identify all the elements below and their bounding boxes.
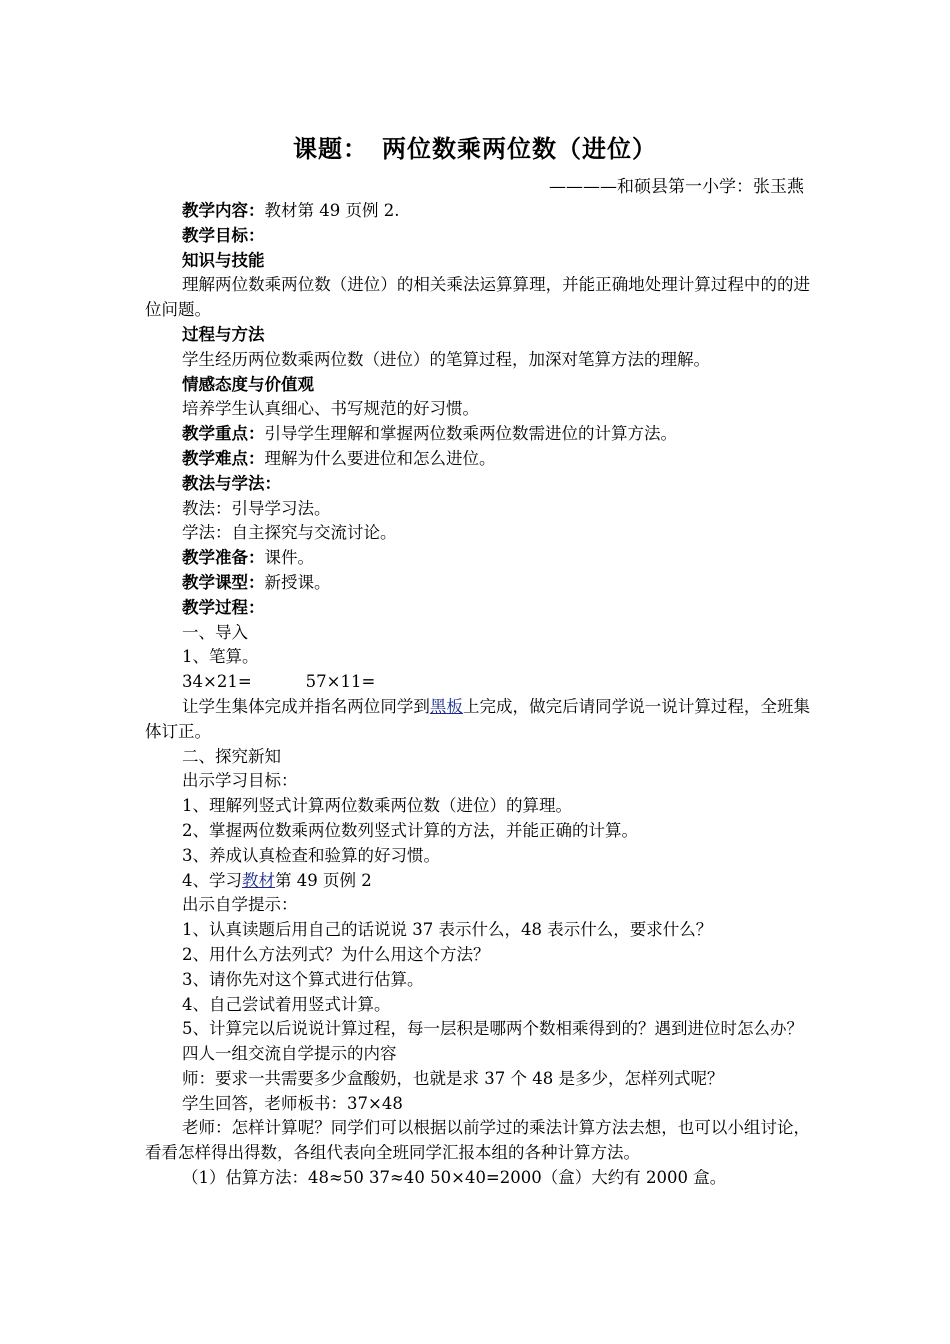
hint-5: 5、计算完以后说说计算过程，每一层积是哪两个数相乘得到的？遇到进位时怎么办？ xyxy=(182,1019,803,1039)
teaching-goals-label: 教学目标： xyxy=(182,225,265,245)
blackboard-link[interactable]: 黑板 xyxy=(429,696,463,716)
teaching-content-text: 教材第 49 页例 2. xyxy=(264,201,400,220)
lesson-type-label: 教学课型： xyxy=(182,572,265,592)
hint-1: 1、认真读题后用自己的话说说 37 表示什么，48 表示什么，要求什么？ xyxy=(182,920,713,940)
goal-3: 3、养成认真检查和验算的好习惯。 xyxy=(182,845,440,865)
emotion-heading: 情感态度与价值观 xyxy=(182,374,314,394)
key-point xyxy=(145,422,810,447)
key-point-label: 教学重点： xyxy=(182,424,265,444)
goal-1: 1、理解列竖式计算两位数乘两位数（进位）的算理。 xyxy=(182,796,572,816)
lesson-type-text: 新授课。 xyxy=(264,572,331,592)
calc-1: 34×21= xyxy=(182,672,252,692)
board-text-after: 上完成，做完后请同学说一说计算过程，全班集体订正。 xyxy=(145,696,811,741)
preparation xyxy=(145,546,810,571)
goal-4-after: 第 49 页例 2 xyxy=(275,870,372,890)
teaching-content-label: 教学内容： xyxy=(182,201,265,220)
show-hints: 出示自学提示： xyxy=(182,895,298,915)
title-label: 课题： xyxy=(293,134,368,163)
show-goals: 出示学习目标： xyxy=(182,771,298,791)
hint-3: 3、请你先对这个算式进行估算。 xyxy=(182,969,424,989)
board-text-before: 让学生集体完成并指名两位同学到 xyxy=(182,696,430,716)
goal-4 xyxy=(145,869,810,894)
difficulty xyxy=(145,447,810,472)
hint-4: 4、自己尝试着用竖式计算。 xyxy=(182,994,391,1014)
document-title xyxy=(0,132,950,166)
difficulty-label: 教学难点： xyxy=(182,448,265,468)
preparation-label: 教学准备： xyxy=(182,548,265,568)
estimate-method: （1）估算方法：48≈50 37≈40 50×40=2000（盒）大约有 2000 盒。 xyxy=(182,1168,727,1188)
preparation-text: 课件。 xyxy=(264,548,314,568)
student-answer: 学生回答，老师板书：37×48 xyxy=(182,1093,403,1113)
group-discussion: 四人一组交流自学提示的内容 xyxy=(182,1044,397,1064)
section-2-heading: 二、探究新知 xyxy=(182,746,281,766)
process-label: 教学过程： xyxy=(182,597,265,617)
goal-4-before: 4、学习 xyxy=(182,870,242,890)
knowledge-text: 理解两位数乘两位数（进位）的相关乘法运算算理，并能正确地处理计算过程中的的进位问题。 xyxy=(145,275,810,320)
textbook-link[interactable]: 教材 xyxy=(242,870,275,890)
calc-exercises xyxy=(145,670,810,695)
teach-method: 教法：引导学习法。 xyxy=(182,498,331,518)
teacher-instruction: 老师：怎样计算呢？同学们可以根据以前学过的乘法计算方法去想，也可以小组讨论，看看怎样得出得数，各组代表向全班同学汇报本组的各种计算方法。 xyxy=(145,1118,810,1163)
difficulty-text: 理解为什么要进位和怎么进位。 xyxy=(264,448,496,468)
knowledge-heading: 知识与技能 xyxy=(182,250,265,270)
section-1-heading: 一、导入 xyxy=(182,622,248,642)
calc-2: 57×11= xyxy=(305,672,376,692)
author-line: ————和硕县第一小学：张玉燕 xyxy=(549,177,804,197)
key-point-text: 引导学生理解和掌握两位数乘两位数需进位的计算方法。 xyxy=(264,424,677,444)
lesson-type xyxy=(145,571,810,596)
goal-2: 2、掌握两位数乘两位数列竖式计算的方法，并能正确的计算。 xyxy=(182,820,638,840)
emotion-text: 培养学生认真细心、书写规范的好习惯。 xyxy=(182,399,479,419)
step-1: 1、笔算。 xyxy=(182,647,259,667)
document-body xyxy=(145,199,810,1191)
learn-method: 学法：自主探究与交流讨论。 xyxy=(182,523,397,543)
teacher-question: 师：要求一共需要多少盒酸奶，也就是求 37 个 48 是多少，怎样列式呢？ xyxy=(182,1068,724,1088)
process-heading: 过程与方法 xyxy=(182,324,265,344)
board-paragraph xyxy=(145,695,810,745)
methods-label: 教法与学法： xyxy=(182,473,281,493)
process-text: 学生经历两位数乘两位数（进位）的笔算过程，加深对笔算方法的理解。 xyxy=(182,349,710,369)
teaching-content xyxy=(145,199,810,224)
hint-2: 2、用什么方法列式？为什么用这个方法？ xyxy=(182,944,490,964)
title-text: 两位数乘两位数（进位） xyxy=(382,134,657,163)
